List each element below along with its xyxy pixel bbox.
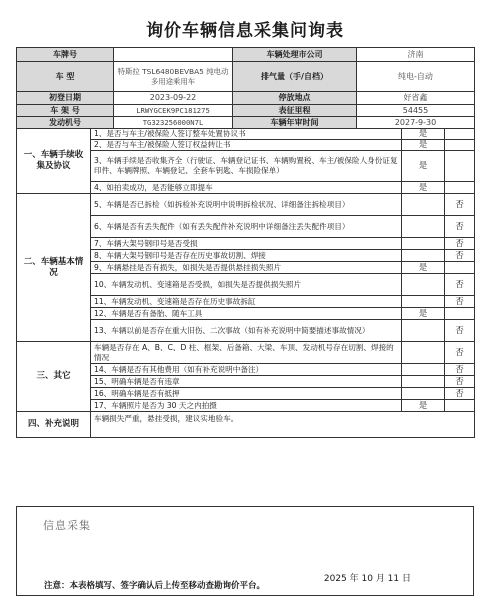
no-cell: 否 xyxy=(445,342,475,364)
no-cell xyxy=(445,182,475,194)
no-cell xyxy=(445,140,475,151)
info-collection-title: 信息采集 xyxy=(43,519,91,532)
model-value: 特斯拉 TSL6480BEVBA5 纯电动多用途乘用车 xyxy=(114,62,233,92)
no-cell xyxy=(445,262,475,274)
yes-cell xyxy=(402,296,445,308)
no-cell: 否 xyxy=(445,238,475,250)
no-cell: 否 xyxy=(445,376,475,388)
gear-label: 排气量（手/自档） xyxy=(233,62,357,92)
no-cell xyxy=(445,129,475,140)
inquiry-form xyxy=(16,47,474,438)
checklist-item: 17、车辆照片是否为 30 天之内拍摄 xyxy=(91,400,402,412)
no-cell: 否 xyxy=(445,274,475,296)
vin-value: LRWYGCEK9PC181275 xyxy=(114,105,233,117)
inspect-value: 2027-9-30 xyxy=(357,117,475,129)
yes-cell xyxy=(402,238,445,250)
section-2-title: 二、车辆基本情况 xyxy=(17,194,91,342)
form-title: 询价车辆信息采集问询表 xyxy=(146,21,344,41)
plate-label: 车牌号 xyxy=(17,48,114,62)
no-cell: 否 xyxy=(445,296,475,308)
no-cell: 否 xyxy=(445,216,475,238)
reg-date-label: 初登日期 xyxy=(17,92,114,105)
signature-date: 2025 年 10 月 11 日 xyxy=(323,574,411,584)
yes-cell xyxy=(402,388,445,400)
yes-cell: 是 xyxy=(402,140,445,151)
office-value: 济南 xyxy=(357,48,475,62)
yes-cell: 是 xyxy=(402,129,445,140)
yes-cell: 是 xyxy=(402,151,445,182)
inspect-label: 车辆年审时间 xyxy=(233,117,357,129)
yes-cell xyxy=(402,250,445,262)
checklist-item: 11、车辆发动机、变速箱是否存在历史事故拆缸 xyxy=(91,296,402,308)
yes-cell xyxy=(402,364,445,376)
park-label: 停放地点 xyxy=(233,92,357,105)
no-cell: 否 xyxy=(445,388,475,400)
reg-date-value: 2023-09-22 xyxy=(114,92,233,105)
model-label: 车 型 xyxy=(17,62,114,92)
no-cell: 否 xyxy=(445,250,475,262)
checklist-item: 7、车辆大架号钢印号是否受损 xyxy=(91,238,402,250)
checklist-item: 3、车辆手续是否收集齐全（行驶证、车辆登记证书、车辆购置税、车主/被保险人身份证复印件、车辆牌照、车辆登记、全套车钥匙、车损险保单） xyxy=(91,151,402,182)
yes-cell: 是 xyxy=(402,400,445,412)
supplement-label: 四、补充说明 xyxy=(17,412,91,438)
yes-cell xyxy=(402,216,445,238)
no-cell xyxy=(445,400,475,412)
section-1-title: 一、车辆手续收集及协议 xyxy=(17,129,91,194)
checklist-item: 13、车辆以前是否存在重大旧伤、二次事故（如有补充说明中简要描述事故情况） xyxy=(91,320,402,342)
no-cell xyxy=(445,151,475,182)
supplement-text: 车辆损失严重，悬挂受损，建议实地验车。 xyxy=(91,412,475,438)
checklist-item: 8、车辆大架号钢印号是否存在历史事故切割、焊接 xyxy=(91,250,402,262)
no-cell: 否 xyxy=(445,320,475,342)
yes-cell xyxy=(402,194,445,216)
checklist-item: 1、是否与车主/被保险人签订整车处置协议书 xyxy=(91,129,402,140)
yes-cell xyxy=(402,342,445,364)
yes-cell: 是 xyxy=(402,182,445,194)
yes-cell xyxy=(402,274,445,296)
checklist-item: 6、车辆是否有丢失配件（如有丢失配件补充说明中详细备注丢失配件项目） xyxy=(91,216,402,238)
yes-cell xyxy=(402,320,445,342)
yes-cell: 是 xyxy=(402,308,445,320)
footer-note: 注意：本表格填写、签字确认后上传至移动查勘询价平台。 xyxy=(44,581,266,591)
park-value: 好省鑫 xyxy=(357,92,475,105)
yes-cell xyxy=(402,376,445,388)
checklist-item: 14、车辆是否有其他费用（如有补充说明中备注） xyxy=(91,364,402,376)
checklist-table xyxy=(16,128,475,438)
basic-info-table xyxy=(16,47,475,129)
no-cell: 否 xyxy=(445,364,475,376)
checklist-item: 车辆是否存在 A、B、C、D 柱、框架、后备箱、大梁、车顶、发动机号存在切割、焊接的情况 xyxy=(91,342,402,364)
gear-value: 纯电-自动 xyxy=(357,62,475,92)
no-cell: 否 xyxy=(445,194,475,216)
checklist-item: 9、车辆悬挂是否有损失，如损失是否提供悬挂损失照片 xyxy=(91,262,402,274)
checklist-item: 16、明确车辆是否有抵押 xyxy=(91,388,402,400)
mileage-label: 表征里程 xyxy=(233,105,357,117)
engine-value: TG323256000N7L xyxy=(114,117,233,129)
checklist-item: 15、明确车辆是否有违章 xyxy=(91,376,402,388)
section-3-title: 三、其它 xyxy=(17,342,91,412)
checklist-item: 12、车辆是否有备胎、随车工具 xyxy=(91,308,402,320)
checklist-item: 10、车辆发动机、变速箱是否受损，如损失是否提供损失照片 xyxy=(91,274,402,296)
office-label: 车辆处理市公司 xyxy=(233,48,357,62)
no-cell xyxy=(445,308,475,320)
plate-value xyxy=(114,48,233,62)
vin-label: 车 架 号 xyxy=(17,105,114,117)
checklist-item: 4、如拍卖成功，是否能够立即提车 xyxy=(91,182,402,194)
mileage-value: 54455 xyxy=(357,105,475,117)
engine-label: 发动机号 xyxy=(17,117,114,129)
checklist-item: 5、车辆是否已拆检（如拆检补充说明中说明拆检状况、详细备注拆检项目） xyxy=(91,194,402,216)
checklist-item: 2、是否与车主/被保险人签订权益转让书 xyxy=(91,140,402,151)
yes-cell: 是 xyxy=(402,262,445,274)
